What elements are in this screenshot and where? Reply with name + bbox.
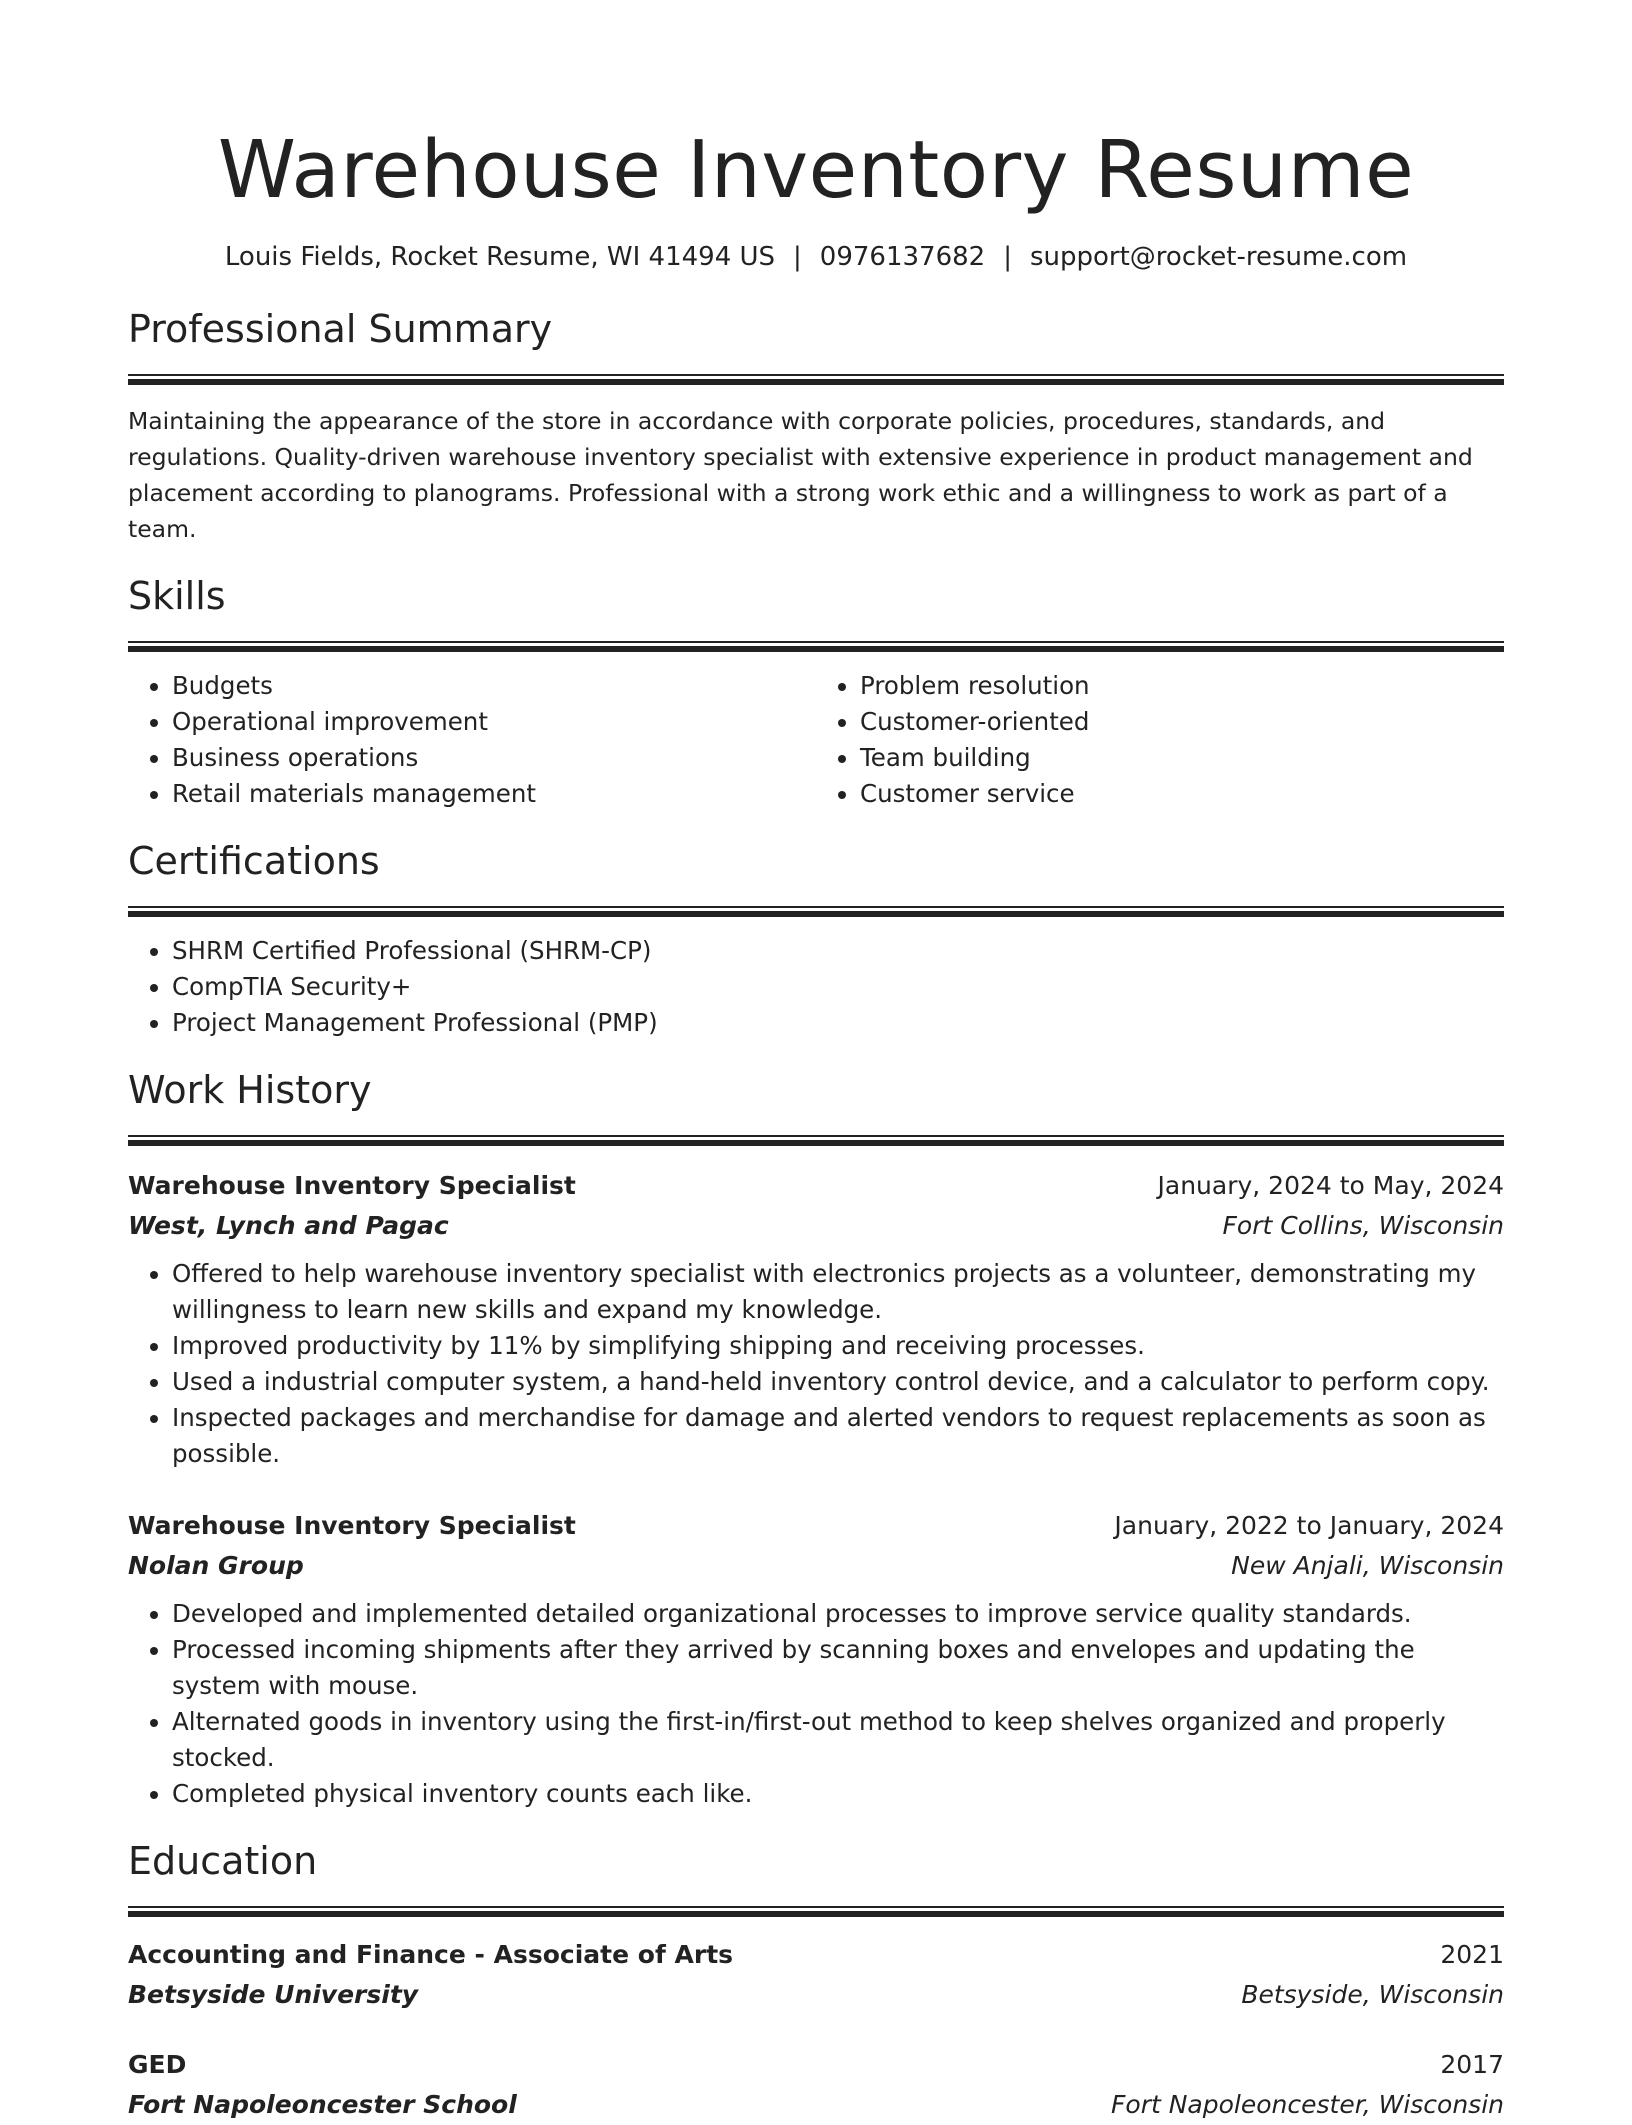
- education-school: Betsyside University: [128, 1980, 419, 2009]
- job-entry: [128, 1166, 1504, 1472]
- work-history-section: [128, 1065, 1504, 1812]
- education-school: Fort Napoleoncester School: [128, 2090, 517, 2119]
- skill-item: • Operational improvement: [172, 704, 816, 740]
- education-school-row: [128, 1975, 1504, 2015]
- job-dates: January, 2022 to January, 2024: [1114, 1511, 1504, 1540]
- skills-list-left: [128, 668, 816, 812]
- education-section: [128, 1836, 1504, 2125]
- skills-section: [128, 571, 1504, 812]
- job-company: Nolan Group: [128, 1551, 304, 1580]
- job-bullet: • Offered to help warehouse inventory specialist with electronics projects as a volunteer, demonstrating my willingness to learn new skills and expand my knowledge.: [172, 1256, 1504, 1328]
- contact-separator: |: [793, 242, 802, 272]
- skills-heading: Skills: [128, 574, 226, 618]
- education-heading: Education: [128, 1839, 318, 1883]
- job-title: Warehouse Inventory Specialist: [128, 1511, 576, 1540]
- job-bullet: • Developed and implemented detailed organizational processes to improve service quality standards.: [172, 1596, 1504, 1632]
- summary-text: Maintaining the appearance of the store in accordance with corporate policies, procedures, standards, and regulations. Quality-driven warehouse inventory specialist with extensive experience in product management and placement according to planograms. Professional with a strong work ethic and a willingness to work as part of a team.: [128, 407, 1473, 543]
- contact-separator: |: [1003, 242, 1012, 272]
- education-location: Fort Napoleoncester, Wisconsin: [1111, 2090, 1504, 2119]
- skills-grid: [128, 668, 1504, 812]
- certifications-section: [128, 836, 1504, 1041]
- job-header-row: [128, 1506, 1504, 1546]
- summary-section: [128, 304, 1504, 547]
- work-history-heading: Work History: [128, 1068, 372, 1112]
- job-bullets: [128, 1596, 1504, 1812]
- certifications-list: [128, 933, 1504, 1041]
- education-header-row: [128, 1935, 1504, 1975]
- contact-line: [128, 240, 1504, 274]
- education-entry: [128, 2045, 1504, 2125]
- summary-heading: Professional Summary: [128, 307, 553, 351]
- job-company-row: [128, 1546, 1504, 1586]
- resume-title: Warehouse Inventory Resume: [217, 124, 1415, 216]
- education-location: Betsyside, Wisconsin: [1241, 1980, 1504, 2009]
- section-divider: [128, 1135, 1504, 1146]
- job-company: West, Lynch and Pagac: [128, 1211, 449, 1240]
- job-location: New Anjali, Wisconsin: [1231, 1551, 1504, 1580]
- education-degree: GED: [128, 2050, 187, 2079]
- contact-email: support@rocket-resume.com: [1029, 242, 1408, 272]
- education-year: 2017: [1440, 2050, 1504, 2079]
- section-divider: [128, 906, 1504, 917]
- job-location: Fort Collins, Wisconsin: [1222, 1211, 1504, 1240]
- certification-item: • CompTIA Security+: [172, 969, 1504, 1005]
- skill-item: • Customer service: [860, 776, 1504, 812]
- skill-item: • Business operations: [172, 740, 816, 776]
- education-year: 2021: [1440, 1940, 1504, 1969]
- skill-item: • Problem resolution: [860, 668, 1504, 704]
- certification-item: • SHRM Certified Professional (SHRM-CP): [172, 933, 1504, 969]
- section-divider: [128, 641, 1504, 652]
- skill-item: • Budgets: [172, 668, 816, 704]
- education-degree: Accounting and Finance - Associate of Arts: [128, 1940, 734, 1969]
- job-bullet: • Alternated goods in inventory using the first-in/first-out method to keep shelves organized and properly stocked.: [172, 1704, 1504, 1776]
- job-dates: January, 2024 to May, 2024: [1157, 1171, 1504, 1200]
- education-school-row: [128, 2085, 1504, 2125]
- certification-item: • Project Management Professional (PMP): [172, 1005, 1504, 1041]
- job-entry: [128, 1506, 1504, 1812]
- job-bullet: • Inspected packages and merchandise for damage and alerted vendors to request replacements as soon as possible.: [172, 1400, 1504, 1472]
- skill-item: • Customer-oriented: [860, 704, 1504, 740]
- job-bullet: • Used a industrial computer system, a hand-held inventory control device, and a calculator to perform copy.: [172, 1364, 1504, 1400]
- job-bullets: [128, 1256, 1504, 1472]
- section-divider: [128, 374, 1504, 385]
- job-header-row: [128, 1166, 1504, 1206]
- job-bullet: • Completed physical inventory counts each like.: [172, 1776, 1504, 1812]
- education-entry: [128, 1935, 1504, 2015]
- job-title: Warehouse Inventory Specialist: [128, 1171, 576, 1200]
- job-company-row: [128, 1206, 1504, 1246]
- education-header-row: [128, 2045, 1504, 2085]
- contact-phone: 0976137682: [819, 242, 986, 272]
- skill-item: • Team building: [860, 740, 1504, 776]
- certifications-heading: Certifications: [128, 839, 380, 883]
- skills-list-right: [816, 668, 1504, 812]
- contact-address: Louis Fields, Rocket Resume, WI 41494 US: [224, 242, 776, 272]
- job-bullet: • Processed incoming shipments after they arrived by scanning boxes and envelopes and updating the system with mouse.: [172, 1632, 1504, 1704]
- skill-item: • Retail materials management: [172, 776, 816, 812]
- section-divider: [128, 1906, 1504, 1917]
- job-bullet: • Improved productivity by 11% by simplifying shipping and receiving processes.: [172, 1328, 1504, 1364]
